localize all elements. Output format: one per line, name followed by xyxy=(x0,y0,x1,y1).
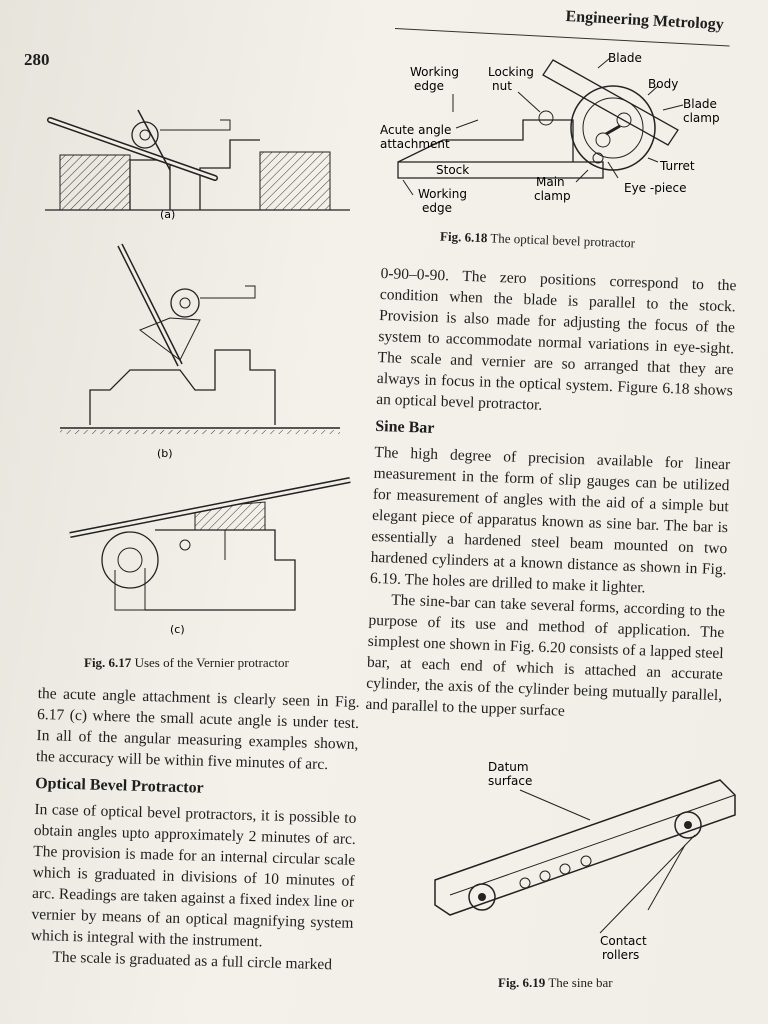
right-paragraph-1: 0-90–0-90. The zero positions correspond to the condition when the blade is parallel to the stock. Provision is also made for adjusting the focus of the system to accommodate normal variations in eye-sight. The scale and vernier are so arranged that they are always in focus in the optical system. Figure 6.18 shows an optical bevel protractor. xyxy=(375,264,737,414)
label-working-edge-bottom-1: Working xyxy=(418,187,467,201)
section-heading-optical-bevel: Optical Bevel Protractor xyxy=(34,774,204,797)
label-eye-piece: Eye -piece xyxy=(624,181,687,195)
label-datum-1: Datum xyxy=(488,760,529,774)
label-acute-angle-1: Acute angle xyxy=(380,123,452,137)
figure-6-18-caption-text: The optical bevel protractor xyxy=(490,230,636,251)
left-column-text xyxy=(30,683,360,976)
label-blade-clamp-1: Blade xyxy=(683,97,717,111)
label-blade: Blade xyxy=(608,51,642,65)
right-paragraph-2: The high degree of precision available for linear measurement in the form of slip gauges can be utilized for measurement of angles with the aid of a simple but elegant piece of apparatus known as sine bar. The bar is essentially a hardened steel beam mounted on two hardened cylinders at a known distance as shown in Fig. 6.19. The holes are drilled to make it lighter. xyxy=(369,443,731,597)
figure-6-17-label-a: (a) xyxy=(160,208,176,221)
figure-6-19-caption-number: Fig. 6.19 xyxy=(498,975,546,990)
label-body: Body xyxy=(648,77,679,91)
figure-6-17-b-drawing xyxy=(60,245,340,432)
label-main-clamp-2: clamp xyxy=(534,189,571,203)
figure-6-18-drawing xyxy=(378,50,738,225)
figure-6-17-label-b: (b) xyxy=(157,447,173,460)
figure-6-17-caption xyxy=(84,655,289,671)
label-turret: Turret xyxy=(660,159,695,173)
label-working-edge-top-2: edge xyxy=(414,79,444,93)
figure-6-17-caption-number: Fig. 6.17 xyxy=(84,655,132,670)
figure-6-17-label-c: (c) xyxy=(170,623,185,636)
left-paragraph-2: In case of optical bevel protractors, it is possible to obtain angles upto approximately 2 minutes of arc. The provision is made for an internal circular scale which is graduated in divisions of 10 minutes of arc. Readings are taken against a fixed index line or vernier by means of an optical magnifying system which is integral with the instrument. xyxy=(30,800,357,951)
figure-6-17-a-drawing xyxy=(45,110,350,210)
figure-6-19-drawing xyxy=(420,755,740,970)
label-datum-2: surface xyxy=(488,774,533,788)
figure-6-17-caption-text: Uses of the Vernier protractor xyxy=(134,655,289,670)
right-column-text xyxy=(365,263,737,727)
label-acute-angle-2: attachment xyxy=(380,137,450,151)
label-main-clamp-1: Main xyxy=(536,175,565,189)
label-contact-1: Contact xyxy=(600,934,647,948)
figure-6-17-c-drawing xyxy=(70,480,350,610)
right-paragraph-3: The sine-bar can take several forms, according to the purpose of its use and method of application. The simplest one shown in Fig. 6.20 consists of a lapped steel bar, at each end of which is attached an accurate cylinder, the axis of the cylinder being mutually parallel, and parallel to the upper surface xyxy=(365,591,726,720)
label-blade-clamp-2: clamp xyxy=(683,111,720,125)
label-locking-nut-1: Locking xyxy=(488,65,534,79)
label-working-edge-top-1: Working xyxy=(410,65,459,79)
label-contact-2: rollers xyxy=(602,948,640,962)
label-stock: Stock xyxy=(436,163,470,177)
label-working-edge-bottom-2: edge xyxy=(422,201,452,215)
body-shape xyxy=(571,86,655,170)
stock-shape xyxy=(398,162,603,178)
page-number: 280 xyxy=(24,50,50,69)
figure-6-18-caption xyxy=(440,229,636,252)
figure-6-18-caption-number: Fig. 6.18 xyxy=(439,228,488,246)
left-paragraph-3: The scale is graduated as a full circle marked xyxy=(52,948,333,974)
left-paragraph-1: the acute angle attachment is clearly seen in Fig. 6.17 (c) where the small acute angle is under test. In all of the angular measuring examples shown, the accuracy will be within five minutes of arc. xyxy=(35,684,360,774)
figure-6-17-drawings xyxy=(20,90,380,650)
figure-6-19-caption xyxy=(498,975,613,991)
label-locking-nut-2: nut xyxy=(492,79,512,93)
figure-6-19-caption-text: The sine bar xyxy=(548,975,613,990)
running-head: Engineering Metrology xyxy=(565,8,725,34)
section-heading-sine-bar: Sine Bar xyxy=(374,417,435,437)
